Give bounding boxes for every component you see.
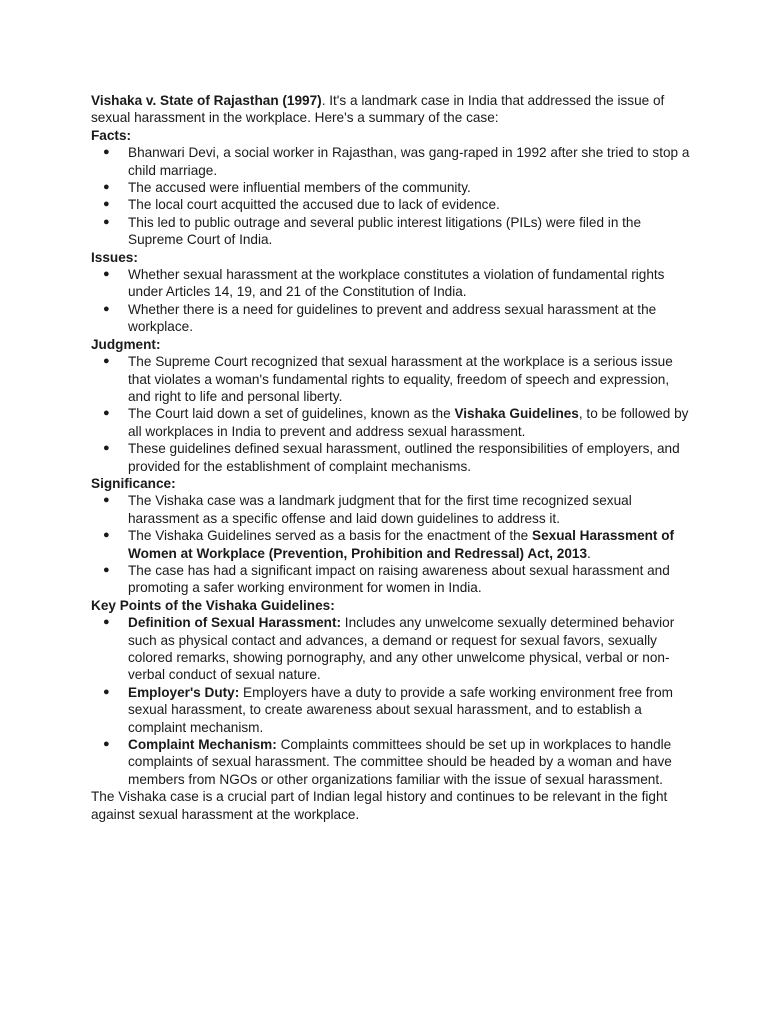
case-name: Vishaka v. State of Rajasthan (1997) (91, 93, 322, 108)
item-bold-text: Sexual Harassment of Women at Workplace (Prevention, Prohibition and Redressal) Act, 2013 (128, 528, 675, 561)
key-points-heading: Key Points of the Vishaka Guidelines: (91, 597, 335, 613)
list-item: ● The Vishaka case was a landmark judgment that for the first time recognized sexual harassment as a specific offense and laid down guidelines to address it. (91, 492, 691, 527)
key-points-list (91, 614, 691, 788)
list-item (91, 405, 691, 440)
item-text: Includes any unwelcome sexually determined behavior such as physical contact and advances, a demand or request for sexual favors, sexually colored remarks, showing pornography, and any other unwelcome physical, verbal or non-verbal conduct of sexual nature. (128, 615, 675, 683)
list-item: ● The Supreme Court recognized that sexual harassment at the workplace is a serious issue that violates a woman's fundamental rights to equality, freedom of speech and expression, and right to life and personal liberty. (91, 353, 691, 405)
list-item (91, 684, 691, 736)
facts-list (91, 144, 691, 248)
item-text: , to be followed by all workplaces in India to prevent and address sexual harassment. (128, 406, 689, 439)
list-item: ● Bhanwari Devi, a social worker in Rajasthan, was gang-raped in 1992 after she tried to stop a child marriage. (91, 144, 691, 179)
facts-heading: Facts: (91, 127, 132, 143)
issues-list (91, 266, 691, 336)
issues-heading: Issues: (91, 249, 138, 265)
item-text: Complaints committees should be set up in workplaces to handle complaints of sexual harassment. The committee should be headed by a woman and have members from NGOs or other organizations familiar with the issue of sexual harassment. (128, 737, 672, 787)
list-item: ● The local court acquitted the accused due to lack of evidence. (91, 196, 691, 213)
list-item (91, 614, 691, 684)
item-label: Definition of Sexual Harassment: (128, 615, 342, 631)
significance-heading: Significance: (91, 475, 176, 491)
list-item: ● Whether sexual harassment at the workplace constitutes a violation of fundamental rights under Articles 14, 19, and 21 of the Constitution of India. (91, 266, 691, 301)
conclusion-paragraph: The Vishaka case is a crucial part of Indian legal history and continues to be relevant in the fight against sexual harassment at the workplace. (91, 789, 668, 822)
item-bold-text: Vishaka Guidelines (454, 406, 579, 422)
document-body (91, 92, 691, 823)
list-item: ● The case has had a significant impact on raising awareness about sexual harassment and promoting a safer working environment for women in India. (91, 562, 691, 597)
item-text: Employers have a duty to provide a safe working environment free from sexual harassment, to create awareness about sexual harassment, and to establish a complaint mechanism. (128, 684, 673, 735)
list-item: ● Whether there is a need for guidelines to prevent and address sexual harassment at the workplace. (91, 301, 691, 336)
list-item: ● This led to public outrage and several public interest litigations (PILs) were filed in the Supreme Court of India. (91, 214, 691, 249)
item-text: The Court laid down a set of guidelines, known as the (128, 406, 455, 422)
intro-text: . It's a landmark case in India that addressed the issue of sexual harassment in the workplace. Here's a summary of the case: (91, 93, 665, 126)
list-item: ● The accused were influential members of the community. (91, 179, 691, 196)
item-label: Employer's Duty: (128, 684, 240, 700)
list-item: ● These guidelines defined sexual harassment, outlined the responsibilities of employers, and provided for the establishment of complaint mechanisms. (91, 440, 691, 475)
judgment-heading: Judgment: (91, 336, 161, 352)
intro-paragraph (91, 92, 691, 127)
list-item (91, 736, 691, 788)
judgment-list (91, 353, 691, 475)
list-item (91, 527, 691, 562)
item-text: . (587, 545, 591, 561)
significance-list (91, 492, 691, 596)
item-text: The Vishaka Guidelines served as a basis for the enactment of the (128, 528, 533, 544)
item-label: Complaint Mechanism: (128, 737, 277, 753)
